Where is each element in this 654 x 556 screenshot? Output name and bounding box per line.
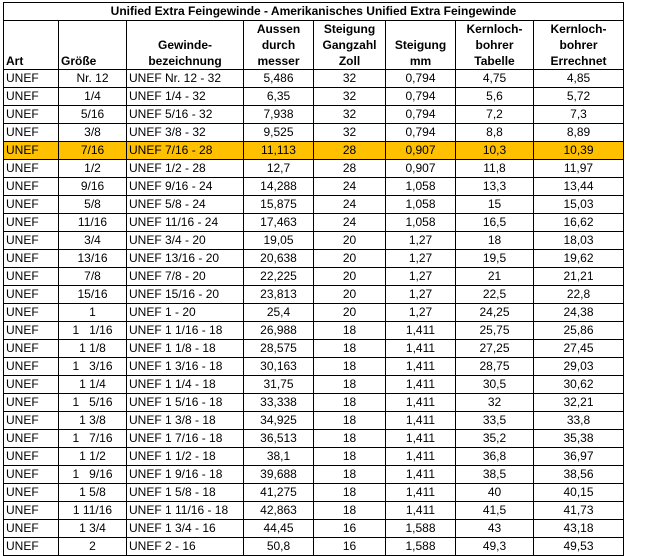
aussendurchmesser-cell[interactable]: 31,75 xyxy=(244,376,314,394)
bezeichnung-cell[interactable]: UNEF 3/4 - 20 xyxy=(127,232,244,250)
art-cell[interactable]: UNEF xyxy=(4,286,59,304)
aussendurchmesser-cell[interactable]: 12,7 xyxy=(244,160,314,178)
bezeichnung-cell[interactable]: UNEF Nr. 12 - 32 xyxy=(127,70,244,88)
kernloch-tabelle-cell[interactable]: 38,5 xyxy=(456,466,534,484)
groesse-cell[interactable]: 5/8 xyxy=(59,196,127,214)
art-cell[interactable]: UNEF xyxy=(4,502,59,520)
groesse-cell[interactable]: 1 3/8 xyxy=(59,412,127,430)
groesse-cell[interactable]: 15/16 xyxy=(59,286,127,304)
aussendurchmesser-cell[interactable]: 22,225 xyxy=(244,268,314,286)
table-row xyxy=(4,160,624,178)
gangzahl-cell[interactable]: 18 xyxy=(314,502,386,520)
kernloch-errechnet-cell[interactable]: 4,85 xyxy=(534,70,624,88)
table-row xyxy=(4,358,624,376)
steigung-mm-cell[interactable]: 1,27 xyxy=(386,232,456,250)
bezeichnung-cell[interactable]: UNEF 9/16 - 24 xyxy=(127,178,244,196)
kernloch-tabelle-cell[interactable]: 19,5 xyxy=(456,250,534,268)
table-row xyxy=(4,520,624,538)
aussendurchmesser-cell[interactable]: 5,486 xyxy=(244,70,314,88)
kernloch-tabelle-cell[interactable]: 32 xyxy=(456,394,534,412)
kernloch-tabelle-cell[interactable]: 35,2 xyxy=(456,430,534,448)
aussendurchmesser-cell[interactable]: 25,4 xyxy=(244,304,314,322)
groesse-cell[interactable]: 1 3/16 xyxy=(59,358,127,376)
kernloch-tabelle-cell[interactable]: 18 xyxy=(456,232,534,250)
table-row xyxy=(4,124,624,142)
gangzahl-cell[interactable]: 20 xyxy=(314,232,386,250)
kernloch-errechnet-cell[interactable]: 38,56 xyxy=(534,466,624,484)
groesse-cell[interactable]: 1 1/2 xyxy=(59,448,127,466)
steigung-mm-cell[interactable]: 1,058 xyxy=(386,214,456,232)
gangzahl-cell[interactable]: 18 xyxy=(314,412,386,430)
aussendurchmesser-cell[interactable]: 20,638 xyxy=(244,250,314,268)
groesse-cell[interactable]: 1/2 xyxy=(59,160,127,178)
art-cell[interactable]: UNEF xyxy=(4,538,59,556)
aussendurchmesser-cell[interactable]: 34,925 xyxy=(244,412,314,430)
table-row-selected xyxy=(4,142,624,160)
aussendurchmesser-cell[interactable]: 23,813 xyxy=(244,286,314,304)
bezeichnung-cell[interactable]: UNEF 1 3/4 - 16 xyxy=(127,520,244,538)
bezeichnung-cell[interactable]: UNEF 13/16 - 20 xyxy=(127,250,244,268)
steigung-mm-cell[interactable]: 1,411 xyxy=(386,322,456,340)
groesse-cell[interactable]: 1 1/4 xyxy=(59,376,127,394)
gangzahl-cell[interactable]: 32 xyxy=(314,124,386,142)
kernloch-tabelle-cell[interactable]: 7,2 xyxy=(456,106,534,124)
gangzahl-cell[interactable]: 32 xyxy=(314,70,386,88)
table-row xyxy=(4,376,624,394)
kernloch-tabelle-cell[interactable]: 10,3 xyxy=(456,142,534,160)
gangzahl-cell[interactable]: 18 xyxy=(314,466,386,484)
bezeichnung-cell[interactable]: UNEF 11/16 - 24 xyxy=(127,214,244,232)
bezeichnung-cell[interactable]: UNEF 3/8 - 32 xyxy=(127,124,244,142)
kernloch-tabelle-cell[interactable]: 30,5 xyxy=(456,376,534,394)
kernloch-errechnet-cell[interactable]: 30,62 xyxy=(534,376,624,394)
gangzahl-cell[interactable]: 32 xyxy=(314,88,386,106)
kernloch-errechnet-cell[interactable]: 33,8 xyxy=(534,412,624,430)
kernloch-errechnet-cell[interactable]: 21,21 xyxy=(534,268,624,286)
table-row xyxy=(4,412,624,430)
steigung-mm-cell[interactable]: 1,411 xyxy=(386,376,456,394)
art-cell[interactable]: UNEF xyxy=(4,430,59,448)
table-row xyxy=(4,268,624,286)
groesse-cell[interactable]: 1 5/16 xyxy=(59,394,127,412)
art-cell[interactable]: UNEF xyxy=(4,178,59,196)
gangzahl-cell[interactable]: 18 xyxy=(314,448,386,466)
kernloch-errechnet-cell[interactable]: 16,62 xyxy=(534,214,624,232)
steigung-mm-cell[interactable]: 1,27 xyxy=(386,304,456,322)
groesse-cell[interactable]: 2 xyxy=(59,538,127,556)
bezeichnung-cell[interactable]: UNEF 1 1/16 - 18 xyxy=(127,322,244,340)
gangzahl-cell[interactable]: 24 xyxy=(314,214,386,232)
steigung-mm-cell[interactable]: 0,794 xyxy=(386,70,456,88)
kernloch-errechnet-cell[interactable]: 8,89 xyxy=(534,124,624,142)
groesse-cell[interactable]: 13/16 xyxy=(59,250,127,268)
gangzahl-cell[interactable]: 18 xyxy=(314,430,386,448)
art-cell[interactable]: UNEF xyxy=(4,160,59,178)
aussendurchmesser-cell[interactable]: 11,113 xyxy=(244,142,314,160)
steigung-mm-cell[interactable]: 1,27 xyxy=(386,268,456,286)
aussendurchmesser-cell[interactable]: 50,8 xyxy=(244,538,314,556)
table-row xyxy=(4,214,624,232)
gangzahl-cell[interactable]: 18 xyxy=(314,322,386,340)
header-kernloch-errechnet[interactable]: Kernloch- bohrer Errechnet xyxy=(534,21,624,70)
art-cell[interactable]: UNEF xyxy=(4,268,59,286)
aussendurchmesser-cell[interactable]: 15,875 xyxy=(244,196,314,214)
art-cell[interactable]: UNEF xyxy=(4,448,59,466)
gangzahl-cell[interactable]: 18 xyxy=(314,394,386,412)
gangzahl-cell[interactable]: 18 xyxy=(314,484,386,502)
table-title[interactable]: Unified Extra Feingewinde - Amerikanisches Unified Extra Feingewinde xyxy=(4,3,624,21)
art-cell[interactable]: UNEF xyxy=(4,70,59,88)
bezeichnung-cell[interactable]: UNEF 1 5/16 - 18 xyxy=(127,394,244,412)
aussendurchmesser-cell[interactable]: 38,1 xyxy=(244,448,314,466)
art-cell[interactable]: UNEF xyxy=(4,232,59,250)
kernloch-errechnet-cell[interactable]: 15,03 xyxy=(534,196,624,214)
steigung-mm-cell[interactable]: 0,907 xyxy=(386,142,456,160)
header-steigung-mm[interactable]: Steigung mm xyxy=(386,21,456,70)
steigung-mm-cell[interactable]: 0,794 xyxy=(386,106,456,124)
bezeichnung-cell[interactable]: UNEF 1 1/8 - 18 xyxy=(127,340,244,358)
table-row xyxy=(4,232,624,250)
kernloch-tabelle-cell[interactable]: 40 xyxy=(456,484,534,502)
kernloch-errechnet-cell[interactable]: 32,21 xyxy=(534,394,624,412)
aussendurchmesser-cell[interactable]: 33,338 xyxy=(244,394,314,412)
kernloch-errechnet-cell[interactable]: 43,18 xyxy=(534,520,624,538)
table-row xyxy=(4,106,624,124)
art-cell[interactable]: UNEF xyxy=(4,340,59,358)
table-row xyxy=(4,340,624,358)
kernloch-errechnet-cell[interactable]: 19,62 xyxy=(534,250,624,268)
kernloch-tabelle-cell[interactable]: 28,75 xyxy=(456,358,534,376)
groesse-cell[interactable]: 1 11/16 xyxy=(59,502,127,520)
kernloch-tabelle-cell[interactable]: 24,25 xyxy=(456,304,534,322)
aussendurchmesser-cell[interactable]: 17,463 xyxy=(244,214,314,232)
table-row xyxy=(4,70,624,88)
gangzahl-cell[interactable]: 20 xyxy=(314,250,386,268)
kernloch-tabelle-cell[interactable]: 41,5 xyxy=(456,502,534,520)
kernloch-tabelle-cell[interactable]: 49,3 xyxy=(456,538,534,556)
kernloch-errechnet-cell[interactable]: 27,45 xyxy=(534,340,624,358)
kernloch-errechnet-cell[interactable]: 7,3 xyxy=(534,106,624,124)
groesse-cell[interactable]: 3/4 xyxy=(59,232,127,250)
steigung-mm-cell[interactable]: 1,411 xyxy=(386,394,456,412)
kernloch-tabelle-cell[interactable]: 25,75 xyxy=(456,322,534,340)
kernloch-errechnet-cell[interactable]: 41,73 xyxy=(534,502,624,520)
gangzahl-cell[interactable]: 28 xyxy=(314,160,386,178)
bezeichnung-cell[interactable]: UNEF 7/16 - 28 xyxy=(127,142,244,160)
table-row xyxy=(4,196,624,214)
kernloch-errechnet-cell[interactable]: 24,38 xyxy=(534,304,624,322)
gangzahl-cell[interactable]: 16 xyxy=(314,520,386,538)
art-cell[interactable]: UNEF xyxy=(4,376,59,394)
art-cell[interactable]: UNEF xyxy=(4,358,59,376)
gangzahl-cell[interactable]: 20 xyxy=(314,268,386,286)
header-gewindebezeichnung[interactable]: Gewinde- bezeichnung xyxy=(127,21,244,70)
aussendurchmesser-cell[interactable]: 30,163 xyxy=(244,358,314,376)
art-cell[interactable]: UNEF xyxy=(4,412,59,430)
header-groesse[interactable]: Größe xyxy=(59,21,127,70)
art-cell[interactable]: UNEF xyxy=(4,322,59,340)
bezeichnung-cell[interactable]: UNEF 1 9/16 - 18 xyxy=(127,466,244,484)
art-cell[interactable]: UNEF xyxy=(4,484,59,502)
kernloch-tabelle-cell[interactable]: 8,8 xyxy=(456,124,534,142)
art-cell[interactable]: UNEF xyxy=(4,394,59,412)
kernloch-tabelle-cell[interactable]: 36,8 xyxy=(456,448,534,466)
steigung-mm-cell[interactable]: 1,27 xyxy=(386,286,456,304)
table-row xyxy=(4,502,624,520)
table-row xyxy=(4,286,624,304)
aussendurchmesser-cell[interactable]: 28,575 xyxy=(244,340,314,358)
groesse-cell[interactable]: 7/16 xyxy=(59,142,127,160)
aussendurchmesser-cell[interactable]: 6,35 xyxy=(244,88,314,106)
groesse-cell[interactable]: Nr. 12 xyxy=(59,70,127,88)
gangzahl-cell[interactable]: 18 xyxy=(314,358,386,376)
steigung-mm-cell[interactable]: 0,794 xyxy=(386,124,456,142)
steigung-mm-cell[interactable]: 1,411 xyxy=(386,412,456,430)
table-row xyxy=(4,88,624,106)
table-row xyxy=(4,394,624,412)
steigung-mm-cell[interactable]: 1,058 xyxy=(386,178,456,196)
kernloch-tabelle-cell[interactable]: 11,8 xyxy=(456,160,534,178)
bezeichnung-cell[interactable]: UNEF 1/2 - 28 xyxy=(127,160,244,178)
art-cell[interactable]: UNEF xyxy=(4,520,59,538)
gangzahl-cell[interactable]: 32 xyxy=(314,106,386,124)
aussendurchmesser-cell[interactable]: 44,45 xyxy=(244,520,314,538)
aussendurchmesser-cell[interactable]: 26,988 xyxy=(244,322,314,340)
steigung-mm-cell[interactable]: 0,907 xyxy=(386,160,456,178)
steigung-mm-cell[interactable]: 0,794 xyxy=(386,88,456,106)
table-row xyxy=(4,448,624,466)
groesse-cell[interactable]: 11/16 xyxy=(59,214,127,232)
table-row xyxy=(4,538,624,556)
kernloch-errechnet-cell[interactable]: 36,97 xyxy=(534,448,624,466)
header-aussendurchmesser[interactable]: Aussen durch messer xyxy=(244,21,314,70)
groesse-cell[interactable]: 9/16 xyxy=(59,178,127,196)
art-cell[interactable]: UNEF xyxy=(4,214,59,232)
groesse-cell[interactable]: 1 1/16 xyxy=(59,322,127,340)
groesse-cell[interactable]: 3/8 xyxy=(59,124,127,142)
kernloch-tabelle-cell[interactable]: 13,3 xyxy=(456,178,534,196)
art-cell[interactable]: UNEF xyxy=(4,124,59,142)
aussendurchmesser-cell[interactable]: 36,513 xyxy=(244,430,314,448)
gangzahl-cell[interactable]: 24 xyxy=(314,178,386,196)
bezeichnung-cell[interactable]: UNEF 1 5/8 - 18 xyxy=(127,484,244,502)
header-row xyxy=(4,21,624,70)
art-cell[interactable]: UNEF xyxy=(4,88,59,106)
table-row xyxy=(4,304,624,322)
bezeichnung-cell[interactable]: UNEF 15/16 - 20 xyxy=(127,286,244,304)
groesse-cell[interactable]: 1 xyxy=(59,304,127,322)
groesse-cell[interactable]: 1 9/16 xyxy=(59,466,127,484)
kernloch-errechnet-cell[interactable]: 35,38 xyxy=(534,430,624,448)
table-row xyxy=(4,466,624,484)
kernloch-errechnet-cell[interactable]: 22,8 xyxy=(534,286,624,304)
gangzahl-cell[interactable]: 20 xyxy=(314,286,386,304)
art-cell[interactable]: UNEF xyxy=(4,466,59,484)
steigung-mm-cell[interactable]: 1,588 xyxy=(386,538,456,556)
kernloch-errechnet-cell[interactable]: 40,15 xyxy=(534,484,624,502)
bezeichnung-cell[interactable]: UNEF 1 3/8 - 18 xyxy=(127,412,244,430)
art-cell[interactable]: UNEF xyxy=(4,142,59,160)
steigung-mm-cell[interactable]: 1,411 xyxy=(386,358,456,376)
steigung-mm-cell[interactable]: 1,27 xyxy=(386,250,456,268)
thread-table xyxy=(3,2,624,556)
table-row xyxy=(4,484,624,502)
kernloch-errechnet-cell[interactable]: 5,72 xyxy=(534,88,624,106)
header-kernloch-tabelle[interactable]: Kernloch- bohrer Tabelle xyxy=(456,21,534,70)
steigung-mm-cell[interactable]: 1,411 xyxy=(386,466,456,484)
groesse-cell[interactable]: 1 1/8 xyxy=(59,340,127,358)
gangzahl-cell[interactable]: 20 xyxy=(314,304,386,322)
bezeichnung-cell[interactable]: UNEF 5/16 - 32 xyxy=(127,106,244,124)
kernloch-tabelle-cell[interactable]: 16,5 xyxy=(456,214,534,232)
table-row xyxy=(4,250,624,268)
gangzahl-cell[interactable]: 18 xyxy=(314,376,386,394)
steigung-mm-cell[interactable]: 1,411 xyxy=(386,484,456,502)
bezeichnung-cell[interactable]: UNEF 1 - 20 xyxy=(127,304,244,322)
steigung-mm-cell[interactable]: 1,411 xyxy=(386,340,456,358)
steigung-mm-cell[interactable]: 1,411 xyxy=(386,430,456,448)
table-row xyxy=(4,430,624,448)
kernloch-tabelle-cell[interactable]: 22,5 xyxy=(456,286,534,304)
aussendurchmesser-cell[interactable]: 7,938 xyxy=(244,106,314,124)
steigung-mm-cell[interactable]: 1,411 xyxy=(386,448,456,466)
kernloch-tabelle-cell[interactable]: 5,6 xyxy=(456,88,534,106)
header-art[interactable]: Art xyxy=(4,21,59,70)
bezeichnung-cell[interactable]: UNEF 1 7/16 - 18 xyxy=(127,430,244,448)
bezeichnung-cell[interactable]: UNEF 1 1/4 - 18 xyxy=(127,376,244,394)
groesse-cell[interactable]: 1 7/16 xyxy=(59,430,127,448)
steigung-mm-cell[interactable]: 1,411 xyxy=(386,502,456,520)
header-steigung-gangzahl[interactable]: Steigung Gangzahl Zoll xyxy=(314,21,386,70)
art-cell[interactable]: UNEF xyxy=(4,304,59,322)
groesse-cell[interactable]: 7/8 xyxy=(59,268,127,286)
kernloch-tabelle-cell[interactable]: 21 xyxy=(456,268,534,286)
kernloch-errechnet-cell[interactable]: 18,03 xyxy=(534,232,624,250)
aussendurchmesser-cell[interactable]: 14,288 xyxy=(244,178,314,196)
groesse-cell[interactable]: 1/4 xyxy=(59,88,127,106)
kernloch-errechnet-cell[interactable]: 25,86 xyxy=(534,322,624,340)
bezeichnung-cell[interactable]: UNEF 1 3/16 - 18 xyxy=(127,358,244,376)
art-cell[interactable]: UNEF xyxy=(4,250,59,268)
table-row xyxy=(4,178,624,196)
bezeichnung-cell[interactable]: UNEF 7/8 - 20 xyxy=(127,268,244,286)
bezeichnung-cell[interactable]: UNEF 5/8 - 24 xyxy=(127,196,244,214)
kernloch-errechnet-cell[interactable]: 29,03 xyxy=(534,358,624,376)
bezeichnung-cell[interactable]: UNEF 2 - 16 xyxy=(127,538,244,556)
aussendurchmesser-cell[interactable]: 41,275 xyxy=(244,484,314,502)
aussendurchmesser-cell[interactable]: 9,525 xyxy=(244,124,314,142)
art-cell[interactable]: UNEF xyxy=(4,196,59,214)
groesse-cell[interactable]: 1 5/8 xyxy=(59,484,127,502)
bezeichnung-cell[interactable]: UNEF 1/4 - 32 xyxy=(127,88,244,106)
gangzahl-cell[interactable]: 24 xyxy=(314,196,386,214)
gangzahl-cell[interactable]: 18 xyxy=(314,340,386,358)
bezeichnung-cell[interactable]: UNEF 1 11/16 - 18 xyxy=(127,502,244,520)
table-row xyxy=(4,322,624,340)
aussendurchmesser-cell[interactable]: 42,863 xyxy=(244,502,314,520)
kernloch-errechnet-cell[interactable]: 10,39 xyxy=(534,142,624,160)
kernloch-errechnet-cell[interactable]: 11,97 xyxy=(534,160,624,178)
kernloch-tabelle-cell[interactable]: 15 xyxy=(456,196,534,214)
groesse-cell[interactable]: 1 3/4 xyxy=(59,520,127,538)
kernloch-tabelle-cell[interactable]: 43 xyxy=(456,520,534,538)
gangzahl-cell[interactable]: 28 xyxy=(314,142,386,160)
steigung-mm-cell[interactable]: 1,588 xyxy=(386,520,456,538)
kernloch-errechnet-cell[interactable]: 13,44 xyxy=(534,178,624,196)
art-cell[interactable]: UNEF xyxy=(4,106,59,124)
steigung-mm-cell[interactable]: 1,058 xyxy=(386,196,456,214)
kernloch-tabelle-cell[interactable]: 33,5 xyxy=(456,412,534,430)
aussendurchmesser-cell[interactable]: 39,688 xyxy=(244,466,314,484)
kernloch-tabelle-cell[interactable]: 4,75 xyxy=(456,70,534,88)
groesse-cell[interactable]: 5/16 xyxy=(59,106,127,124)
bezeichnung-cell[interactable]: UNEF 1 1/2 - 18 xyxy=(127,448,244,466)
kernloch-errechnet-cell[interactable]: 49,53 xyxy=(534,538,624,556)
aussendurchmesser-cell[interactable]: 19,05 xyxy=(244,232,314,250)
gangzahl-cell[interactable]: 16 xyxy=(314,538,386,556)
kernloch-tabelle-cell[interactable]: 27,25 xyxy=(456,340,534,358)
